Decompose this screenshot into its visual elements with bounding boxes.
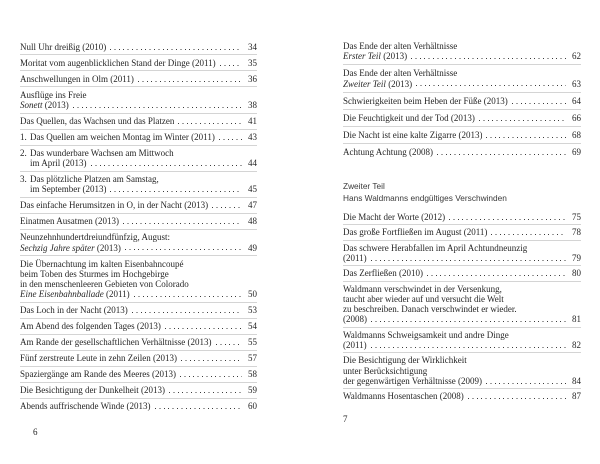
toc-title-italic-segment: Erster Teil xyxy=(343,51,381,62)
toc-entry xyxy=(20,213,257,229)
dot-leader xyxy=(155,401,242,411)
toc-entry-line xyxy=(343,253,581,263)
toc-title-segment: unter Berücksichtigung xyxy=(343,365,428,376)
toc-entry xyxy=(343,327,581,353)
toc-entry-title xyxy=(20,243,121,253)
toc-page-number: 68 xyxy=(572,130,581,141)
toc-page-number: 57 xyxy=(248,353,257,364)
toc-entry-line xyxy=(20,116,257,126)
toc-entry-title xyxy=(30,184,106,194)
toc-entry-line xyxy=(20,259,257,269)
toc-entry xyxy=(343,38,581,64)
toc-title-segment: Ausflüge ins Freie xyxy=(20,89,87,100)
toc-entry-title xyxy=(343,147,433,157)
toc-entry-number: 1. xyxy=(20,132,27,143)
toc-title-segment: Achtung Achtung (2008) xyxy=(343,147,433,158)
toc-title-segment: Das plötzliche Platzen am Samstag, xyxy=(30,174,159,185)
toc-page-number: 48 xyxy=(248,216,257,227)
dot-leader xyxy=(411,51,566,61)
toc-title-segment: beim Toben des Sturmes im Hochgebirge xyxy=(20,268,169,279)
toc-title-segment: Das große Fortfließen im August (2011) xyxy=(343,227,488,238)
toc-entry-line xyxy=(20,279,257,289)
dot-leader xyxy=(449,212,566,222)
dot-leader xyxy=(486,376,566,386)
toc-entry-title xyxy=(20,289,130,299)
toc-page-number: 59 xyxy=(248,385,257,396)
toc-entry-line xyxy=(20,321,257,331)
page-number: 7 xyxy=(343,414,348,424)
toc-entry-line xyxy=(20,42,257,52)
toc-page-number: 58 xyxy=(248,369,257,380)
dot-leader xyxy=(178,116,242,126)
toc-entry-line xyxy=(30,184,257,194)
toc-entry-line xyxy=(343,355,581,365)
toc-page-number: 41 xyxy=(248,116,257,127)
toc-page-number: 66 xyxy=(572,113,581,124)
toc-title-segment: Fünf zerstreute Leute in zehn Zeilen (2013) xyxy=(20,353,177,364)
toc-entry-number: 3. xyxy=(20,174,27,185)
dot-leader xyxy=(91,158,243,168)
toc-entry xyxy=(343,64,581,91)
toc-entry-title xyxy=(20,337,212,347)
toc-page-number: 43 xyxy=(248,132,257,143)
dot-leader xyxy=(123,216,242,226)
toc-page-number: 80 xyxy=(572,268,581,279)
toc-title-segment: Am Rande der gesellschaftlichen Verhältnisse (2013) xyxy=(20,337,212,348)
toc-entry xyxy=(343,126,581,143)
toc-entry-title xyxy=(343,391,464,401)
toc-entry-title xyxy=(343,366,427,376)
toc-entry-number: 2. xyxy=(20,148,27,158)
dot-leader xyxy=(416,79,566,89)
toc-page-number: 64 xyxy=(572,95,581,106)
dot-leader xyxy=(125,243,242,253)
toc-page-number: 50 xyxy=(248,289,257,300)
dot-leader xyxy=(479,113,566,123)
toc-entry-line xyxy=(20,401,257,411)
toc-entry-title xyxy=(20,279,189,289)
toc-title-segment: (2011) xyxy=(343,340,367,351)
toc-entry-title xyxy=(20,232,170,242)
toc-entry-line xyxy=(20,305,257,315)
toc-entry-line xyxy=(30,158,257,168)
toc-entry-line xyxy=(343,268,581,278)
toc-entry xyxy=(20,318,257,334)
dot-leader xyxy=(486,130,566,140)
toc-entry-line xyxy=(343,304,581,314)
toc-page-number: 35 xyxy=(248,57,257,68)
toc-entry-line xyxy=(343,376,581,386)
dot-leader xyxy=(427,268,566,278)
dot-leader xyxy=(110,42,242,52)
toc-entry-line xyxy=(343,330,581,340)
toc-entry xyxy=(20,197,257,213)
toc-title-segment: (2011) xyxy=(343,253,367,264)
toc-entry xyxy=(20,366,257,382)
toc-entry-title xyxy=(343,68,457,78)
toc-page-number: 38 xyxy=(248,100,257,111)
dot-leader xyxy=(132,305,242,315)
toc-entry-title xyxy=(20,259,183,269)
toc-entry-line xyxy=(343,366,581,376)
toc-page-number: 87 xyxy=(572,391,581,402)
toc-entry-title xyxy=(343,51,407,61)
toc-page-number: 79 xyxy=(572,253,581,264)
toc-entry-title xyxy=(343,340,367,350)
toc-title-segment: Am Abend des folgenden Tages (2013) xyxy=(20,321,161,332)
toc-title-segment: (2013) xyxy=(385,78,413,89)
toc-entry xyxy=(343,224,581,239)
toc-entry-line xyxy=(343,96,581,106)
toc-entry-line xyxy=(343,227,581,237)
toc-title-segment: (2013) xyxy=(42,100,69,111)
toc-title-segment: zu beschreiben. Danach verschwindet er wieder. xyxy=(343,304,517,315)
toc-entry-title xyxy=(20,269,169,279)
toc-entry-title xyxy=(30,158,87,168)
toc-title-segment: Waldmanns Hosentaschen (2008) xyxy=(343,391,464,402)
dot-leader xyxy=(110,184,242,194)
toc-page-number: 75 xyxy=(572,212,581,223)
toc-page-number: 49 xyxy=(248,242,257,253)
toc-entry-line xyxy=(20,353,257,363)
dot-leader xyxy=(371,340,566,350)
toc-entry xyxy=(20,70,257,86)
toc-title-segment: Die Besichtigung der Dunkelheit (2013) xyxy=(20,385,165,396)
toc-title-segment: Das Quellen am weichen Montag im Winter (2011) xyxy=(30,132,215,143)
toc-entry-line xyxy=(343,243,581,253)
toc-entry-line xyxy=(20,269,257,279)
dot-leader xyxy=(134,289,242,299)
toc-entry-title xyxy=(343,130,482,140)
toc-entry-line xyxy=(343,340,581,350)
toc-page-number: 34 xyxy=(248,41,257,52)
toc-entry-line xyxy=(20,369,257,379)
toc-entry xyxy=(20,302,257,318)
toc-title-segment: Das Zerfließen (2010) xyxy=(343,268,423,279)
toc-page-number: 55 xyxy=(248,337,257,348)
toc-entry xyxy=(343,265,581,280)
toc-entry-title xyxy=(20,216,119,226)
toc-title-segment: (2008) xyxy=(343,314,367,325)
dot-leader xyxy=(491,228,566,238)
dot-leader xyxy=(138,74,242,84)
toc-page-number: 69 xyxy=(572,147,581,158)
toc-title-segment: taucht aber wieder auf und versucht die Welt xyxy=(343,294,504,305)
toc-entry xyxy=(20,86,257,112)
toc-entry-line xyxy=(343,284,581,294)
toc-entry-title xyxy=(20,321,161,331)
toc-entry-title xyxy=(343,96,508,106)
toc-title-segment: Das Quellen, das Wachsen und das Platzen xyxy=(20,116,175,127)
toc-title-segment: Das Ende der alten Verhältnisse xyxy=(343,68,458,79)
toc-entry-title xyxy=(343,268,423,278)
toc-entry-line xyxy=(20,74,257,84)
toc-title-segment: Das Loch in der Nacht (2013) xyxy=(20,305,128,316)
toc-entry xyxy=(343,92,581,109)
toc-title-segment: Die Feuchtigkeit und der Tod (2013) xyxy=(343,113,475,124)
toc-title-segment: im September (2013) xyxy=(30,184,107,195)
toc-title-segment: (2011) xyxy=(103,289,130,300)
toc-entry-line xyxy=(20,243,257,253)
dot-leader xyxy=(216,337,242,347)
toc-title-segment: (2013) xyxy=(380,51,408,62)
toc-title-segment: Abends auffrischende Winde (2013) xyxy=(20,401,151,412)
toc-page-number: 78 xyxy=(572,227,581,238)
dot-leader xyxy=(437,147,566,157)
toc-page-number: 82 xyxy=(572,340,581,351)
toc-entry-line xyxy=(20,289,257,299)
toc-entry xyxy=(20,145,257,171)
toc-entry xyxy=(343,388,581,403)
toc-list xyxy=(343,210,581,404)
toc-entry-line xyxy=(20,216,257,226)
toc-entry xyxy=(343,281,581,327)
toc-title-segment: Einatmen Ausatmen (2013) xyxy=(20,216,119,227)
toc-entry-title xyxy=(20,100,69,110)
toc-page-number: 54 xyxy=(248,321,257,332)
dot-leader xyxy=(512,96,566,106)
toc-entry xyxy=(20,382,257,398)
toc-title-segment: (2013) xyxy=(94,242,121,253)
toc-page-number: 62 xyxy=(572,51,581,62)
toc-entry xyxy=(20,398,257,414)
toc-entry-line xyxy=(343,68,581,78)
dot-leader xyxy=(180,369,242,379)
toc-entry-line xyxy=(343,130,581,140)
toc-title-segment: Null Uhr dreißig (2010) xyxy=(20,41,107,52)
toc-page-number: 84 xyxy=(572,375,581,386)
toc-entry xyxy=(20,229,257,255)
toc-entry-title xyxy=(343,304,517,314)
toc-page-number: 81 xyxy=(572,314,581,325)
toc-entry-title xyxy=(20,353,177,363)
toc-title-italic-segment: Zweiter Teil xyxy=(343,78,386,89)
dot-leader xyxy=(212,200,242,210)
toc-entry-title xyxy=(30,174,159,184)
toc-entry-title xyxy=(343,314,367,324)
toc-entry-title xyxy=(343,253,367,263)
toc-title-segment: Das schwere Herabfallen im April Achtundneunzig xyxy=(343,242,528,253)
toc-entry-title xyxy=(20,401,151,411)
toc-title-segment: Spaziergänge am Rande des Meeres (2013) xyxy=(20,369,177,380)
toc-entry xyxy=(343,240,581,266)
toc-entry-title xyxy=(20,90,87,100)
toc-entry-title xyxy=(20,42,106,52)
toc-entry-line xyxy=(20,100,257,110)
toc-entry-line xyxy=(343,113,581,123)
toc-page-number: 60 xyxy=(248,401,257,412)
toc-entry xyxy=(20,40,257,55)
toc-title-segment: Die Macht der Worte (2012) xyxy=(343,212,446,223)
dot-leader xyxy=(468,391,566,401)
toc-entry-title xyxy=(30,132,215,142)
toc-entry xyxy=(20,113,257,129)
toc-entry xyxy=(20,334,257,350)
toc-entry-line xyxy=(30,174,257,184)
toc-entry-line xyxy=(20,90,257,100)
dot-leader xyxy=(371,253,566,263)
toc-entry-title xyxy=(343,330,509,340)
toc-entry-line xyxy=(343,294,581,304)
toc-list xyxy=(20,40,257,414)
toc-title-segment: in den menschenleeren Gebieten von Colorado xyxy=(20,278,189,289)
toc-entry-title xyxy=(343,212,445,222)
toc-title-italic-segment: Sechzig Jahre später xyxy=(20,242,95,253)
toc-entry-line xyxy=(343,51,581,61)
toc-title-segment: Anschwellungen in Olm (2011) xyxy=(20,73,134,84)
toc-entry-title xyxy=(20,385,165,395)
toc-list xyxy=(343,38,581,161)
toc-entry-line xyxy=(20,58,257,68)
toc-entry-title xyxy=(20,369,176,379)
section-subtitle: Hans Waldmanns endgültiges Verschwinden xyxy=(343,193,507,203)
toc-title-segment: Die Nacht ist eine kalte Zigarre (2013) xyxy=(343,130,483,141)
toc-entry-title xyxy=(343,355,467,365)
dot-leader xyxy=(181,353,242,363)
dot-leader xyxy=(73,100,242,110)
toc-entry xyxy=(20,54,257,70)
toc-entry-body xyxy=(30,174,257,194)
toc-entry-line xyxy=(20,200,257,210)
toc-entry xyxy=(343,109,581,126)
toc-title-segment: Moritat vom augenblicklichen Stand der Dinge (2011) xyxy=(20,57,216,68)
toc-page-number: 53 xyxy=(248,305,257,316)
toc-entry-line xyxy=(343,314,581,324)
toc-entry-line xyxy=(30,148,257,158)
toc-title-segment: Waldmanns Schweigsamkeit und andre Dinge xyxy=(343,329,509,340)
toc-page-number: 47 xyxy=(248,200,257,211)
toc-entry-line xyxy=(343,147,581,157)
page-number: 6 xyxy=(33,427,38,437)
toc-entry xyxy=(20,255,257,302)
toc-title-segment: Das Ende der alten Verhältnisse xyxy=(343,41,458,51)
toc-entry-title xyxy=(20,74,134,84)
toc-page-number: 36 xyxy=(248,73,257,84)
toc-title-segment: Neunzehnhundertdreiundfünfzig, August: xyxy=(20,232,170,243)
toc-entry xyxy=(20,129,257,145)
toc-entry xyxy=(20,350,257,366)
section-title: Zweiter Teil xyxy=(343,181,385,191)
toc-title-italic-segment: Eine Eisenbahnballade xyxy=(20,289,104,300)
section-header xyxy=(343,180,581,204)
toc-entry-title xyxy=(343,243,527,253)
toc-entry-title xyxy=(20,200,208,210)
toc-title-segment: Das wunderbare Wachsen am Mittwoch xyxy=(30,148,174,158)
dot-leader xyxy=(371,314,566,324)
toc-entry-title xyxy=(343,41,457,51)
toc-page-number: 63 xyxy=(572,78,581,89)
toc-entry-line xyxy=(20,232,257,242)
toc-entry-title xyxy=(20,58,216,68)
toc-entry-title xyxy=(343,376,482,386)
toc-title-segment: Die Besichtigung der Wirklichkeit xyxy=(343,355,467,366)
toc-title-segment: Waldmann verschwindet in der Versenkung, xyxy=(343,283,502,294)
toc-title-segment: Schwierigkeiten beim Heben der Füße (2013) xyxy=(343,95,508,106)
toc-entry-line xyxy=(343,41,581,51)
toc-page-number: 44 xyxy=(248,158,257,169)
toc-title-segment: der gegenwärtigen Verhältnisse (2009) xyxy=(343,375,483,386)
toc-title-italic-segment: Sonett xyxy=(20,100,43,111)
toc-entry-body xyxy=(30,148,257,168)
toc-entry-line xyxy=(343,391,581,401)
dot-leader xyxy=(219,132,242,142)
toc-title-segment: im April (2013) xyxy=(30,158,87,169)
toc-entry-title xyxy=(343,113,475,123)
toc-entry-title xyxy=(343,294,504,304)
toc-entry-title xyxy=(343,227,487,237)
toc-entry-title xyxy=(20,305,128,315)
toc-title-segment: Die Übernachtung im kalten Eisenbahncoupé xyxy=(20,258,184,269)
toc-entry-title xyxy=(30,148,174,158)
toc-entry xyxy=(343,143,581,160)
toc-entry-title xyxy=(343,284,502,294)
dot-leader xyxy=(165,321,242,331)
toc-entry-line xyxy=(30,132,257,142)
toc-entry-body xyxy=(30,132,257,142)
toc-entry-line xyxy=(343,212,581,222)
toc-entry-line xyxy=(20,385,257,395)
toc-entry xyxy=(20,171,257,197)
dot-leader xyxy=(169,385,242,395)
toc-entry-line xyxy=(20,337,257,347)
toc-title-segment: Das einfache Herumsitzen in O, in der Nacht (2013) xyxy=(20,200,209,211)
toc-entry xyxy=(343,352,581,388)
toc-entry-title xyxy=(20,116,174,126)
toc-entry-line xyxy=(343,79,581,89)
toc-entry xyxy=(343,210,581,224)
toc-page-number: 45 xyxy=(248,184,257,195)
toc-entry-title xyxy=(343,79,412,89)
dot-leader xyxy=(220,58,242,68)
